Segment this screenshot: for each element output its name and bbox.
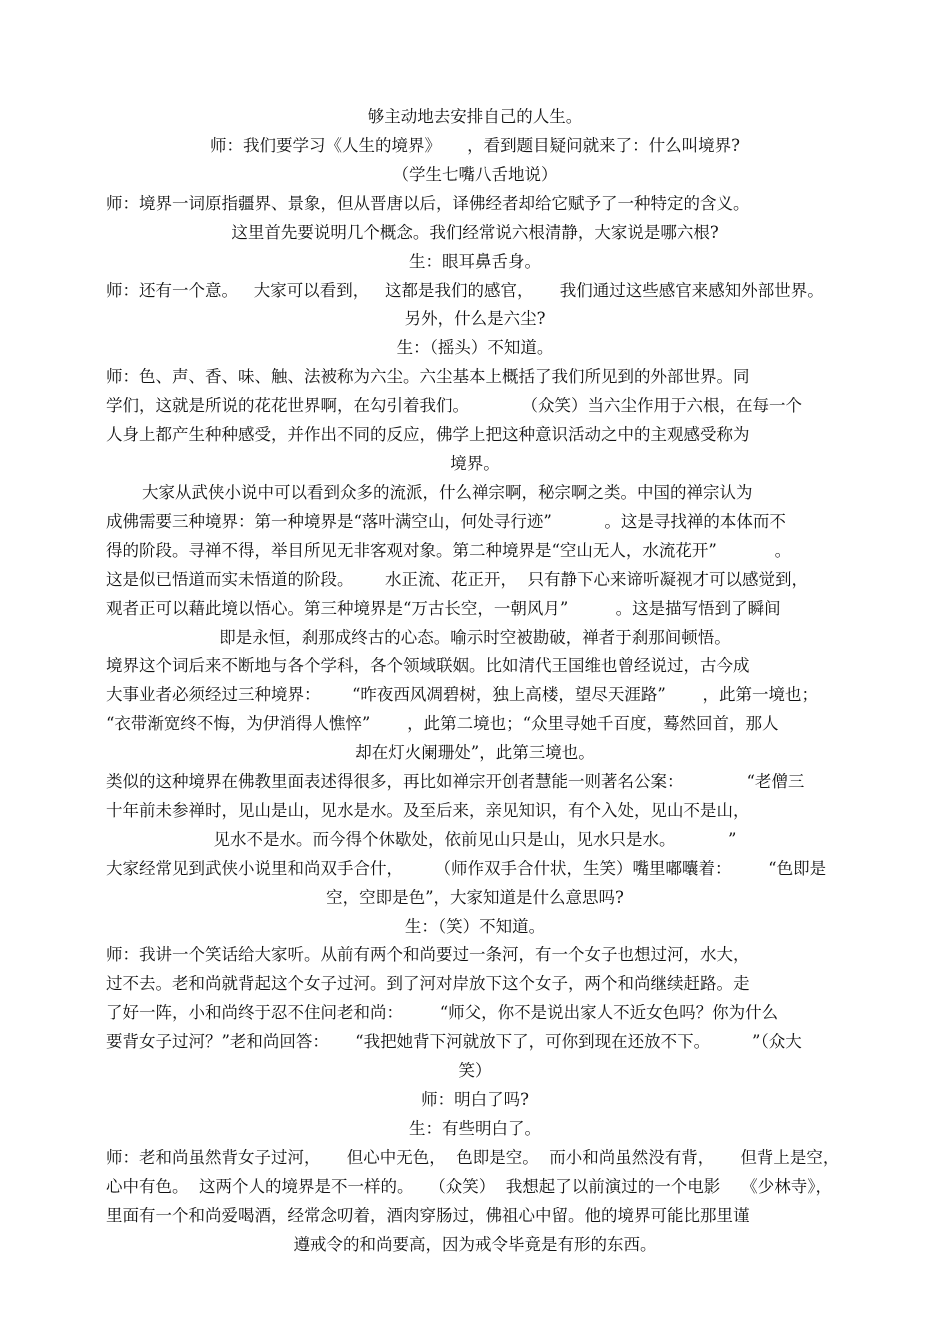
text-line: 这是似已悟道而实未悟道的阶段。 水正流、花正开， 只有静下心来谛听凝视才可以感觉到， <box>106 570 808 589</box>
text-line: 心中有色。 这两个人的境界是不一样的。 （众笑） 我想起了以前演过的一个电影 《少林寺》， <box>106 1177 832 1196</box>
text-line: 生：有些明白了。 <box>409 1119 541 1138</box>
text-line: 笑） <box>458 1061 492 1080</box>
text-line: 境界这个词后来不断地与各个学科，各个领域联姻。比如清代王国维也曾经说过，古今成 <box>106 656 750 675</box>
text-line: 要背女子过河？”老和尚回答： “我把她背下河就放下了，可你到现在还放不下。 ”（众大 <box>106 1032 802 1051</box>
text-line: 观者正可以藉此境以悟心。第三种境界是“万古长空，一朝风月” 。这是描写悟到了瞬间 <box>106 599 781 618</box>
text-line: 另外，什么是六尘? <box>404 309 546 328</box>
text-line: 够主动地去安排自己的人生。 <box>367 107 583 126</box>
text-line: 师：明白了吗? <box>421 1090 529 1109</box>
text-line: 了好一阵，小和尚终于忍不住问老和尚： “师父，你不是说出家人不近女色吗？你为什么 <box>106 1003 779 1022</box>
text-line: 大事业者必须经过三种境界： “昨夜西风凋碧树，独上高楼，望尽天涯路” ，此第一境也； <box>106 685 819 704</box>
text-line: 师：境界一词原指疆界、景象，但从晋唐以后，译佛经者却给它赋予了一种特定的含义。 <box>106 194 750 213</box>
text-line: 生：眼耳鼻舌身。 <box>409 252 541 271</box>
text-line: 见水不是水。而今得个休歇处，依前见山只是山，见水只是水。 ” <box>213 830 737 849</box>
text-line: 却在灯火阑珊处”，此第三境也。 <box>355 743 595 762</box>
text-line: 师：我们要学习《人生的境界》 ，看到题目疑问就来了：什么叫境界? <box>209 136 741 155</box>
text-line: 学们，这就是所说的花花世界啊，在勾引着我们。 （众笑）当六尘作用于六根，在每一个 <box>106 396 802 415</box>
text-line: 师：老和尚虽然背女子过河， 但心中无色， 色即是空。 而小和尚虽然没有背， 但背上是空， <box>106 1148 840 1167</box>
text-line: 这里首先要说明几个概念。我们经常说六根清静，大家说是哪六根? <box>231 223 719 242</box>
text-line: 师：还有一个意。 大家可以看到， 这都是我们的感官， 我们通过这些感官来感知外部世界。 <box>106 281 824 300</box>
text-line: “衣带渐宽终不悔，为伊消得人憔悴” ，此第二境也；“众里寻她千百度，蓦然回首，那人 <box>106 714 779 733</box>
text-line: 境界。 <box>450 454 500 473</box>
text-line: 空，空即是色”，大家知道是什么意思吗? <box>326 888 624 907</box>
text-line: 遵戒令的和尚要高，因为戒令毕竟是有形的东西。 <box>293 1235 657 1254</box>
text-line: 大家从武侠小说中可以看到众多的流派，什么禅宗啊，秘宗啊之类。中国的禅宗认为 <box>142 483 753 502</box>
text-line: 生：（摇头）不知道。 <box>396 338 554 357</box>
text-line: 过不去。老和尚就背起这个女子过河。到了河对岸放下这个女子，两个和尚继续赶路。走 <box>106 974 750 993</box>
text-line: 里面有一个和尚爱喝酒，经常念叨着，酒肉穿肠过，佛祖心中留。他的境界可能比那里谨 <box>106 1206 750 1225</box>
text-line: 人身上都产生种种感受，并作出不同的反应，佛学上把这种意识活动之中的主观感受称为 <box>106 425 750 444</box>
text-line: 即是永恒，刹那成终古的心态。喻示时空被勘破，禅者于刹那间顿悟。 <box>219 628 731 647</box>
text-line: 类似的这种境界在佛教里面表述得很多，再比如禅宗开创者慧能一则著名公案： “老僧三 <box>106 772 805 791</box>
text-line: 得的阶段。寻禅不得，举目所见无非客观对象。第二种境界是“空山无人，水流花开” 。 <box>106 541 792 560</box>
text-line: （学生七嘴八舌地说） <box>392 165 558 184</box>
text-line: 十年前未参禅时，见山是山，见水是水。及至后来，亲见知识，有个入处，见山不是山， <box>106 801 750 820</box>
text-line: 师：色、声、香、味、触、法被称为六尘。六尘基本上概括了我们所见到的外部世界。同 <box>106 367 750 386</box>
text-line: 成佛需要三种境界：第一种境界是“落叶满空山，何处寻行迹” 。这是寻找禅的本体而不 <box>106 512 786 531</box>
text-line: 大家经常见到武侠小说里和尚双手合什， （师作双手合什状，生笑）嘴里嘟囔着： “色即是 <box>106 859 827 878</box>
text-line: 生：（笑）不知道。 <box>404 917 546 936</box>
text-line: 师：我讲一个笑话给大家听。从前有两个和尚要过一条河，有一个女子也想过河，水大， <box>106 945 750 964</box>
